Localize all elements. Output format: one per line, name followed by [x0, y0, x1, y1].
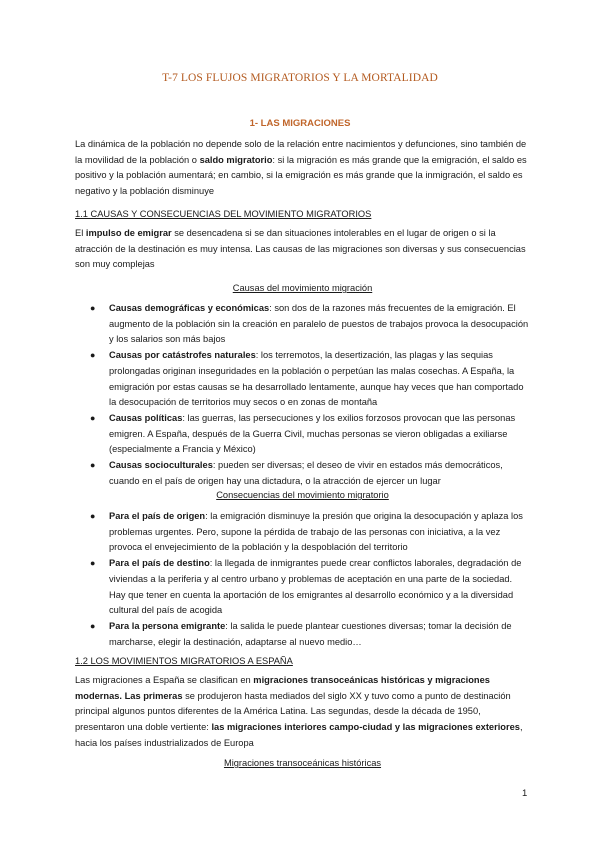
bullet-icon: ● — [90, 460, 96, 471]
sub2-text-1: Las migraciones a España se clasifican en — [75, 675, 254, 685]
bullet-icon: ● — [90, 350, 96, 361]
list-item — [75, 509, 530, 556]
list-item — [75, 458, 530, 489]
intro-paragraph — [75, 137, 530, 200]
section-title: 1- LAS MIGRACIONES — [249, 118, 351, 129]
bullet-icon: ● — [90, 620, 96, 631]
consequence-text: : la emigración disminuye la presión que origina la desocupación y aplaza los problemas urgentes. Pero, supone la pérdida de trabajo de las personas con iniciativa, a la vez provoca el envejecimiento de la población y la despoblación del territorio — [109, 511, 523, 553]
consequences-heading: Consecuencias del movimiento migratorio — [216, 490, 389, 500]
cause-text: : los terremotos, la desertización, las plagas y las sequias prolongadas originan inseguridades en la población o perpetúan las malas cosechas. A España, la emigración por estas causas se ha desarrollado lentamente, aunque hay veces que han comportado la desocupación de territorios muy secos o en zonas de montaña — [109, 350, 524, 408]
cause-text: : las guerras, las persecuciones y los exilios forzosos provocan que las personas emigren. A España, después de la Guerra Civil, muchas personas se vieron obligadas a exiliarse (especialmente a Francia y México) — [109, 412, 516, 455]
list-item — [75, 348, 530, 411]
sub2-text-4: , hacia los países industrializados de Europa — [75, 722, 523, 748]
intro-text-1: La dinámica de la población no depende solo de la relación entre nacimientos y defunciones, sino también de la movilidad de la población o — [75, 139, 527, 165]
causes-list — [75, 301, 530, 489]
list-item — [75, 619, 530, 650]
intro-text-2: : si la migración es más grande que la emigración, el saldo es positivo y la población aumentará; en cambio, si la emigración es más grande que la inmigración, el saldo es negativo y la población disminuye — [75, 154, 527, 197]
intro-bold-1: saldo migratorio — [199, 154, 273, 165]
cause-bold: Causas demográficas y económicas — [109, 303, 270, 313]
subsection-title-1-2: 1.2 LOS MOVIMIENTOS MIGRATORIOS A ESPAÑA — [75, 656, 293, 666]
sub2-bold-2: Las primeras — [124, 690, 183, 701]
list-item — [75, 556, 530, 619]
page-number: 1 — [522, 788, 528, 799]
bullet-icon: ● — [90, 412, 96, 423]
bullet-icon: ● — [90, 511, 96, 521]
consequence-bold: Para la persona emigrante — [109, 620, 226, 631]
subsection-title-1-1: 1.1 CAUSAS Y CONSECUENCIAS DEL MOVIMIENTO MIGRATORIOS — [75, 209, 372, 219]
cause-bold: Causas políticas — [109, 412, 183, 423]
sub1-bold-1: impulso de emigrar — [85, 228, 172, 238]
sub2-bold-1: migraciones transoceánicas históricas y migraciones modernas. — [75, 675, 490, 701]
cause-bold: Causas socioculturales — [109, 460, 213, 471]
list-item — [75, 301, 530, 348]
list-item — [75, 411, 530, 458]
sub2-text-3: se produjeron hasta mediados del siglo XX y tuvo como a punto de destinación principal algunos puntos diferentes de la América Latina. Las segundas, desde la década de 1950, presentaron una doble vertiente: — [75, 690, 511, 733]
cause-text: : pueden ser diversas; el deseo de vivir en estados más democráticos, cuando en el país de origen hay una dictadura, o la atracción de ejercer un lugar — [109, 460, 503, 486]
sub1-text-2: se desencadena si se dan situaciones intolerables en el lugar de origen o si la atracción de la destinación es muy intensa. Las causas de las migraciones son diversas y sus consecuencias son muy complejas — [75, 228, 526, 270]
subsection-1-1-paragraph — [75, 226, 530, 273]
sub1-text-1: El — [75, 228, 86, 238]
transoceanic-heading: Migraciones transoceánicas históricas — [223, 758, 382, 768]
sub2-bold-3: las migraciones interiores campo-ciudad y las migraciones exteriores — [211, 722, 520, 733]
consequence-text: : la llegada de inmigrantes puede crear conflictos laborales, degradación de viviendas a la periferia y al centro urbano y problemas de aceptación en una parte de la sociedad. Hay que tener en cuenta la aportación de los emigrantes al desarrollo económico y a la diversidad cultural del país de acogida — [109, 558, 522, 616]
consequence-bold: Para el país de origen — [109, 511, 206, 521]
subsection-1-2-paragraph — [75, 673, 530, 752]
bullet-icon: ● — [90, 303, 96, 313]
causes-heading: Causas del movimiento migración — [232, 283, 373, 293]
bullet-icon: ● — [90, 558, 96, 569]
document-title: T-7 LOS FLUJOS MIGRATORIOS Y LA MORTALIDAD — [162, 72, 438, 84]
cause-bold: Causas por catástrofes naturales — [109, 350, 256, 361]
consequences-list — [75, 509, 530, 650]
consequence-bold: Para el país de destino — [109, 558, 210, 569]
cause-text: : son dos de la razones más frecuentes de la emigración. El augmento de la población sin la creación en paralelo de puestos de trabajos provoca la desocupación y los salarios son más bajos — [109, 303, 529, 345]
consequence-text: : la salida le puede plantear cuestiones diversas; tomar la decisión de marcharse, elegir la destinación, adaptarse al nuevo medio… — [109, 620, 512, 647]
